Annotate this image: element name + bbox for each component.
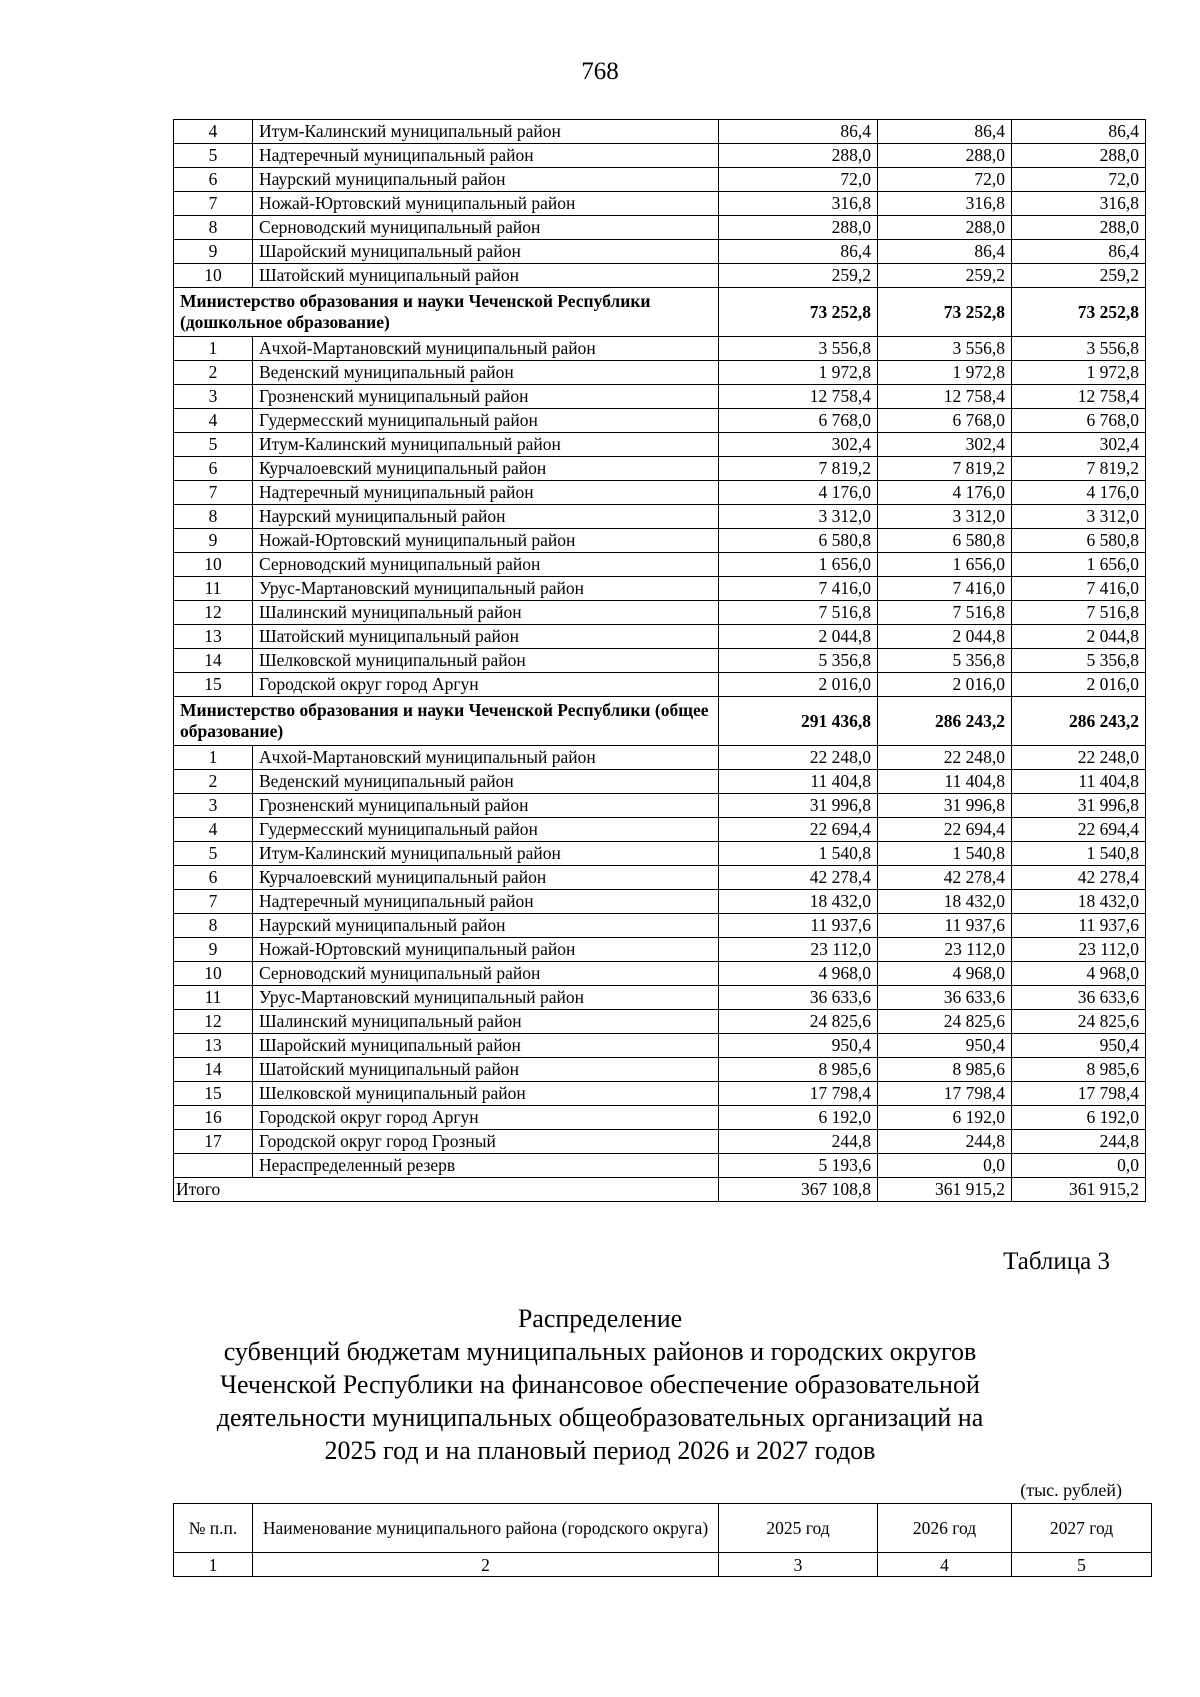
row-number: 14 — [174, 649, 253, 673]
row-number: 6 — [174, 457, 253, 481]
district-name: Курчалоевский муниципальный район — [253, 866, 719, 890]
table-row — [174, 120, 1146, 144]
total-2025: 291 436,8 — [719, 697, 878, 746]
value-2027: 23 112,0 — [1012, 938, 1146, 962]
district-name: Ножай-Юртовский муниципальный район — [253, 529, 719, 553]
row-number — [174, 1154, 253, 1178]
district-name: Шаройский муниципальный район — [253, 1034, 719, 1058]
district-name: Нераспределенный резерв — [253, 1154, 719, 1178]
district-name: Шатойский муниципальный район — [253, 264, 719, 288]
value-2026: 950,4 — [878, 1034, 1012, 1058]
row-number: 6 — [174, 866, 253, 890]
table-row — [174, 529, 1146, 553]
header-num: № п.п. — [174, 1504, 253, 1553]
row-number: 16 — [174, 1106, 253, 1130]
grand-total-row — [174, 1178, 1146, 1202]
header-row — [174, 1504, 1152, 1553]
district-name: Городской округ город Аргун — [253, 1106, 719, 1130]
value-2027: 22 248,0 — [1012, 746, 1146, 770]
row-number: 1 — [174, 337, 253, 361]
row-number: 4 — [174, 818, 253, 842]
value-2025: 2 044,8 — [719, 625, 878, 649]
value-2026: 3 312,0 — [878, 505, 1012, 529]
value-2026: 72,0 — [878, 168, 1012, 192]
row-number: 1 — [174, 746, 253, 770]
table-row — [174, 216, 1146, 240]
row-number: 3 — [174, 794, 253, 818]
value-2027: 24 825,6 — [1012, 1010, 1146, 1034]
value-2025: 1 656,0 — [719, 553, 878, 577]
district-name: Веденский муниципальный район — [253, 361, 719, 385]
value-2027: 1 656,0 — [1012, 553, 1146, 577]
district-name: Грозненский муниципальный район — [253, 385, 719, 409]
value-2025: 4 968,0 — [719, 962, 878, 986]
value-2025: 5 193,6 — [719, 1154, 878, 1178]
value-2025: 11 404,8 — [719, 770, 878, 794]
table-caption: Таблица 3 — [1003, 1248, 1110, 1275]
value-2026: 18 432,0 — [878, 890, 1012, 914]
value-2025: 22 248,0 — [719, 746, 878, 770]
section-total-row — [174, 697, 1146, 746]
header-2025: 2025 год — [719, 1504, 878, 1553]
district-name: Надтеречный муниципальный район — [253, 890, 719, 914]
column-number: 4 — [878, 1553, 1012, 1577]
value-2026: 288,0 — [878, 216, 1012, 240]
value-2025: 1 972,8 — [719, 361, 878, 385]
value-2025: 244,8 — [719, 1130, 878, 1154]
row-number: 15 — [174, 673, 253, 697]
table-row — [174, 144, 1146, 168]
table-row — [174, 577, 1146, 601]
value-2026: 11 404,8 — [878, 770, 1012, 794]
value-2025: 17 798,4 — [719, 1082, 878, 1106]
column-number: 3 — [719, 1553, 878, 1577]
row-number: 4 — [174, 120, 253, 144]
value-2025: 7 416,0 — [719, 577, 878, 601]
value-2027: 288,0 — [1012, 216, 1146, 240]
value-2025: 3 312,0 — [719, 505, 878, 529]
value-2027: 1 972,8 — [1012, 361, 1146, 385]
table-row — [174, 866, 1146, 890]
table-row — [174, 673, 1146, 697]
value-2026: 31 996,8 — [878, 794, 1012, 818]
value-2027: 36 633,6 — [1012, 986, 1146, 1010]
row-number: 6 — [174, 168, 253, 192]
table-row — [174, 337, 1146, 361]
table-row — [174, 914, 1146, 938]
table-row — [174, 1082, 1146, 1106]
district-name: Шатойский муниципальный район — [253, 1058, 719, 1082]
value-2026: 12 758,4 — [878, 385, 1012, 409]
value-2027: 1 540,8 — [1012, 842, 1146, 866]
table-row — [174, 409, 1146, 433]
district-name: Ачхой-Мартановский муниципальный район — [253, 337, 719, 361]
district-name: Серноводский муниципальный район — [253, 216, 719, 240]
row-number: 10 — [174, 553, 253, 577]
value-2027: 7 819,2 — [1012, 457, 1146, 481]
row-number: 5 — [174, 433, 253, 457]
value-2025: 316,8 — [719, 192, 878, 216]
district-name: Итум-Калинский муниципальный район — [253, 842, 719, 866]
column-number-row — [174, 1553, 1152, 1577]
value-2025: 18 432,0 — [719, 890, 878, 914]
table-row — [174, 553, 1146, 577]
value-2026: 3 556,8 — [878, 337, 1012, 361]
value-2026: 7 516,8 — [878, 601, 1012, 625]
value-2027: 4 176,0 — [1012, 481, 1146, 505]
value-2027: 42 278,4 — [1012, 866, 1146, 890]
district-name: Ножай-Юртовский муниципальный район — [253, 938, 719, 962]
value-2027: 7 416,0 — [1012, 577, 1146, 601]
row-number: 7 — [174, 890, 253, 914]
value-2027: 86,4 — [1012, 120, 1146, 144]
row-number: 9 — [174, 938, 253, 962]
district-name: Урус-Мартановский муниципальный район — [253, 986, 719, 1010]
table-row — [174, 890, 1146, 914]
district-name: Урус-Мартановский муниципальный район — [253, 577, 719, 601]
row-number: 8 — [174, 505, 253, 529]
value-2027: 316,8 — [1012, 192, 1146, 216]
value-2027: 18 432,0 — [1012, 890, 1146, 914]
table-row — [174, 505, 1146, 529]
title-line: деятельности муниципальных общеобразовательных организаций на — [216, 1403, 984, 1432]
value-2027: 6 192,0 — [1012, 1106, 1146, 1130]
grand-total-2027: 361 915,2 — [1012, 1178, 1146, 1202]
grand-total-label: Итого — [174, 1178, 719, 1202]
value-2027: 11 937,6 — [1012, 914, 1146, 938]
value-2025: 31 996,8 — [719, 794, 878, 818]
row-number: 5 — [174, 842, 253, 866]
value-2026: 86,4 — [878, 120, 1012, 144]
value-2025: 1 540,8 — [719, 842, 878, 866]
row-number: 11 — [174, 577, 253, 601]
section-title: Министерство образования и науки Чеченской Республики (дошкольное образование) — [174, 288, 719, 337]
value-2026: 316,8 — [878, 192, 1012, 216]
grand-total-2025: 367 108,8 — [719, 1178, 878, 1202]
total-2026: 73 252,8 — [878, 288, 1012, 337]
header-2026: 2026 год — [878, 1504, 1012, 1553]
table3-header — [173, 1503, 1152, 1577]
value-2026: 6 768,0 — [878, 409, 1012, 433]
row-number: 7 — [174, 481, 253, 505]
district-name: Шелковской муниципальный район — [253, 649, 719, 673]
title-line: 2025 год и на плановый период 2026 и 2027 годов — [324, 1436, 876, 1465]
page-number: 768 — [581, 58, 619, 85]
table-row — [174, 842, 1146, 866]
row-number: 4 — [174, 409, 253, 433]
value-2026: 42 278,4 — [878, 866, 1012, 890]
district-name: Курчалоевский муниципальный район — [253, 457, 719, 481]
value-2025: 23 112,0 — [719, 938, 878, 962]
value-2026: 5 356,8 — [878, 649, 1012, 673]
title-line: субвенций бюджетам муниципальных районов и городских округов — [223, 1337, 977, 1366]
district-name: Наурский муниципальный район — [253, 505, 719, 529]
value-2025: 288,0 — [719, 144, 878, 168]
value-2025: 6 580,8 — [719, 529, 878, 553]
header-2027: 2027 год — [1012, 1504, 1152, 1553]
value-2027: 17 798,4 — [1012, 1082, 1146, 1106]
value-2026: 4 176,0 — [878, 481, 1012, 505]
district-name: Серноводский муниципальный район — [253, 962, 719, 986]
table-row — [174, 1154, 1146, 1178]
district-name: Городской округ город Грозный — [253, 1130, 719, 1154]
value-2025: 12 758,4 — [719, 385, 878, 409]
value-2026: 6 580,8 — [878, 529, 1012, 553]
value-2026: 22 694,4 — [878, 818, 1012, 842]
table-row — [174, 481, 1146, 505]
table3-title — [0, 1302, 1200, 1467]
row-number: 15 — [174, 1082, 253, 1106]
value-2027: 72,0 — [1012, 168, 1146, 192]
value-2025: 42 278,4 — [719, 866, 878, 890]
total-2026: 286 243,2 — [878, 697, 1012, 746]
value-2027: 2 044,8 — [1012, 625, 1146, 649]
row-number: 8 — [174, 914, 253, 938]
table-row — [174, 746, 1146, 770]
table-row — [174, 433, 1146, 457]
value-2025: 24 825,6 — [719, 1010, 878, 1034]
district-name: Шалинский муниципальный район — [253, 1010, 719, 1034]
value-2025: 950,4 — [719, 1034, 878, 1058]
district-name: Веденский муниципальный район — [253, 770, 719, 794]
row-number: 2 — [174, 770, 253, 794]
value-2026: 1 972,8 — [878, 361, 1012, 385]
district-name: Ножай-Юртовский муниципальный район — [253, 192, 719, 216]
district-name: Серноводский муниципальный район — [253, 553, 719, 577]
value-2025: 2 016,0 — [719, 673, 878, 697]
value-2025: 302,4 — [719, 433, 878, 457]
value-2027: 288,0 — [1012, 144, 1146, 168]
table-row — [174, 625, 1146, 649]
value-2027: 3 312,0 — [1012, 505, 1146, 529]
value-2027: 950,4 — [1012, 1034, 1146, 1058]
header-name: Наименование муниципального района (городского округа) — [253, 1504, 719, 1553]
district-name: Итум-Калинский муниципальный район — [253, 433, 719, 457]
value-2025: 5 356,8 — [719, 649, 878, 673]
district-name: Наурский муниципальный район — [253, 168, 719, 192]
value-2025: 11 937,6 — [719, 914, 878, 938]
table-row — [174, 1034, 1146, 1058]
table-row — [174, 601, 1146, 625]
total-2025: 73 252,8 — [719, 288, 878, 337]
value-2025: 288,0 — [719, 216, 878, 240]
row-number: 7 — [174, 192, 253, 216]
table-row — [174, 1106, 1146, 1130]
column-number: 2 — [253, 1553, 719, 1577]
table-row — [174, 264, 1146, 288]
table-row — [174, 770, 1146, 794]
value-2027: 11 404,8 — [1012, 770, 1146, 794]
row-number: 2 — [174, 361, 253, 385]
grand-total-2026: 361 915,2 — [878, 1178, 1012, 1202]
value-2026: 302,4 — [878, 433, 1012, 457]
row-number: 12 — [174, 1010, 253, 1034]
subvention-table-continued — [173, 119, 1146, 1202]
value-2025: 22 694,4 — [719, 818, 878, 842]
value-2027: 4 968,0 — [1012, 962, 1146, 986]
district-name: Гудермесский муниципальный район — [253, 409, 719, 433]
value-2027: 7 516,8 — [1012, 601, 1146, 625]
value-2026: 244,8 — [878, 1130, 1012, 1154]
value-2027: 3 556,8 — [1012, 337, 1146, 361]
value-2027: 259,2 — [1012, 264, 1146, 288]
section-total-row — [174, 288, 1146, 337]
value-2026: 23 112,0 — [878, 938, 1012, 962]
value-2026: 36 633,6 — [878, 986, 1012, 1010]
value-2026: 7 416,0 — [878, 577, 1012, 601]
table-row — [174, 1058, 1146, 1082]
column-number: 5 — [1012, 1553, 1152, 1577]
value-2026: 8 985,6 — [878, 1058, 1012, 1082]
value-2027: 31 996,8 — [1012, 794, 1146, 818]
value-2025: 7 516,8 — [719, 601, 878, 625]
district-name: Грозненский муниципальный район — [253, 794, 719, 818]
value-2025: 259,2 — [719, 264, 878, 288]
district-name: Надтеречный муниципальный район — [253, 481, 719, 505]
row-number: 9 — [174, 529, 253, 553]
row-number: 5 — [174, 144, 253, 168]
value-2026: 288,0 — [878, 144, 1012, 168]
value-2027: 0,0 — [1012, 1154, 1146, 1178]
value-2027: 86,4 — [1012, 240, 1146, 264]
value-2027: 244,8 — [1012, 1130, 1146, 1154]
district-name: Шалинский муниципальный район — [253, 601, 719, 625]
value-2025: 86,4 — [719, 240, 878, 264]
table-row — [174, 1130, 1146, 1154]
value-2025: 86,4 — [719, 120, 878, 144]
district-name: Наурский муниципальный район — [253, 914, 719, 938]
row-number: 9 — [174, 240, 253, 264]
total-2027: 286 243,2 — [1012, 697, 1146, 746]
table-row — [174, 649, 1146, 673]
table-row — [174, 385, 1146, 409]
value-2026: 0,0 — [878, 1154, 1012, 1178]
district-name: Ачхой-Мартановский муниципальный район — [253, 746, 719, 770]
title-line: Распределение — [517, 1304, 683, 1333]
row-number: 3 — [174, 385, 253, 409]
value-2027: 6 580,8 — [1012, 529, 1146, 553]
value-2025: 7 819,2 — [719, 457, 878, 481]
value-2026: 6 192,0 — [878, 1106, 1012, 1130]
district-name: Гудермесский муниципальный район — [253, 818, 719, 842]
title-line: Чеченской Республики на финансовое обеспечение образовательной — [220, 1370, 980, 1399]
value-2027: 22 694,4 — [1012, 818, 1146, 842]
value-2026: 17 798,4 — [878, 1082, 1012, 1106]
row-number: 10 — [174, 962, 253, 986]
table-row — [174, 361, 1146, 385]
value-2026: 7 819,2 — [878, 457, 1012, 481]
table-row — [174, 794, 1146, 818]
row-number: 13 — [174, 625, 253, 649]
value-2026: 22 248,0 — [878, 746, 1012, 770]
value-2027: 12 758,4 — [1012, 385, 1146, 409]
value-2027: 6 768,0 — [1012, 409, 1146, 433]
total-2027: 73 252,8 — [1012, 288, 1146, 337]
value-2026: 1 656,0 — [878, 553, 1012, 577]
value-2025: 4 176,0 — [719, 481, 878, 505]
value-2027: 5 356,8 — [1012, 649, 1146, 673]
district-name: Надтеречный муниципальный район — [253, 144, 719, 168]
table-row — [174, 938, 1146, 962]
row-number: 11 — [174, 986, 253, 1010]
value-2026: 11 937,6 — [878, 914, 1012, 938]
row-number: 14 — [174, 1058, 253, 1082]
district-name: Городской округ город Аргун — [253, 673, 719, 697]
district-name: Шелковской муниципальный район — [253, 1082, 719, 1106]
row-number: 8 — [174, 216, 253, 240]
district-name: Шатойский муниципальный район — [253, 625, 719, 649]
value-2025: 3 556,8 — [719, 337, 878, 361]
value-2026: 24 825,6 — [878, 1010, 1012, 1034]
value-2026: 1 540,8 — [878, 842, 1012, 866]
table-row — [174, 986, 1146, 1010]
row-number: 12 — [174, 601, 253, 625]
row-number: 10 — [174, 264, 253, 288]
section-title: Министерство образования и науки Чеченской Республики (общее образование) — [174, 697, 719, 746]
table-row — [174, 240, 1146, 264]
table-row — [174, 962, 1146, 986]
value-2027: 2 016,0 — [1012, 673, 1146, 697]
table-row — [174, 818, 1146, 842]
value-2025: 36 633,6 — [719, 986, 878, 1010]
row-number: 13 — [174, 1034, 253, 1058]
units-label: (тыс. рублей) — [1020, 1480, 1122, 1500]
value-2027: 8 985,6 — [1012, 1058, 1146, 1082]
value-2026: 2 016,0 — [878, 673, 1012, 697]
column-number: 1 — [174, 1553, 253, 1577]
value-2025: 6 192,0 — [719, 1106, 878, 1130]
value-2026: 86,4 — [878, 240, 1012, 264]
value-2025: 8 985,6 — [719, 1058, 878, 1082]
table-row — [174, 457, 1146, 481]
value-2025: 6 768,0 — [719, 409, 878, 433]
value-2027: 302,4 — [1012, 433, 1146, 457]
value-2026: 2 044,8 — [878, 625, 1012, 649]
value-2026: 4 968,0 — [878, 962, 1012, 986]
value-2025: 72,0 — [719, 168, 878, 192]
table-row — [174, 168, 1146, 192]
table-row — [174, 192, 1146, 216]
district-name: Шаройский муниципальный район — [253, 240, 719, 264]
row-number: 17 — [174, 1130, 253, 1154]
value-2026: 259,2 — [878, 264, 1012, 288]
table-row — [174, 1010, 1146, 1034]
district-name: Итум-Калинский муниципальный район — [253, 120, 719, 144]
